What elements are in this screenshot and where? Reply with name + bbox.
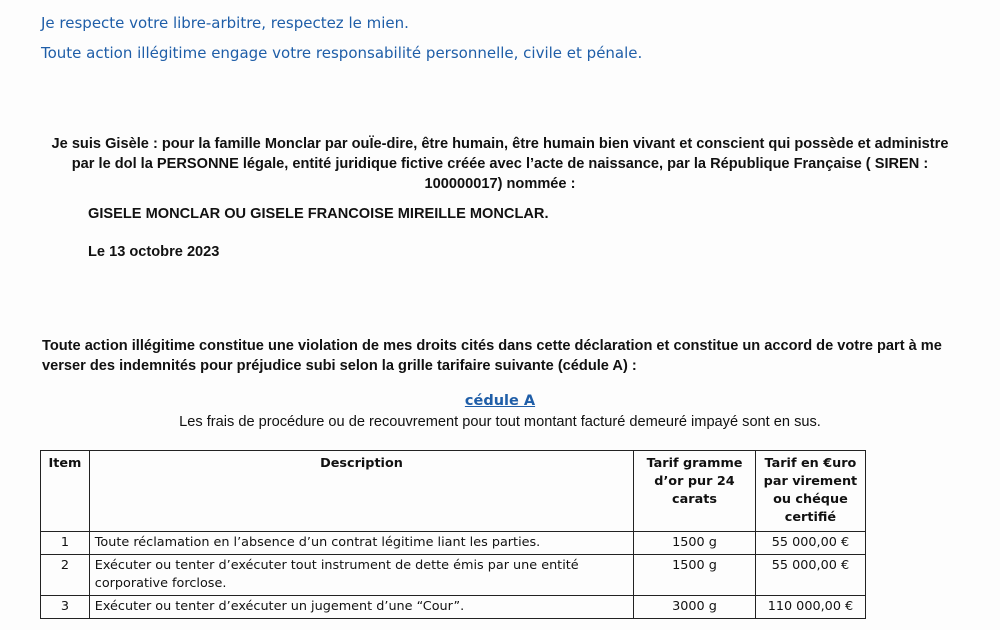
table-header-row: [41, 451, 866, 532]
row-euro-rate: 55 000,00 €: [755, 555, 865, 596]
row-item: 1: [41, 532, 90, 555]
document-date: Le 13 octobre 2023: [88, 244, 220, 260]
column-header-euro-rate: Tarif en €uro par virement ou chéque certifié: [755, 451, 865, 532]
tariff-table: [40, 450, 866, 619]
row-gold-rate: 1500 g: [634, 555, 756, 596]
violation-paragraph: Toute action illégitime constitue une violation de mes droits cités dans cette déclaration et constitue un accord de votre part à me verser des indemnités pour préjudice subi selon la grille tarifaire suivante (cédule A) :: [42, 338, 942, 374]
column-header-item: Item: [41, 451, 90, 532]
row-description: Toute réclamation en l’absence d’un contrat légitime liant les parties.: [89, 532, 633, 555]
row-item: 2: [41, 555, 90, 596]
column-header-gold-rate: Tarif gramme d’or pur 24 carats: [634, 451, 756, 532]
column-header-description: Description: [89, 451, 633, 532]
row-euro-rate: 55 000,00 €: [755, 532, 865, 555]
table-row: [41, 555, 866, 596]
row-item: 3: [41, 596, 90, 619]
header-line-2: Toute action illégitime engage votre responsabilité personnelle, civile et pénale.: [41, 44, 643, 62]
row-euro-rate: 110 000,00 €: [755, 596, 865, 619]
person-name: GISELE MONCLAR OU GISELE FRANCOISE MIREILLE MONCLAR.: [88, 206, 549, 222]
row-gold-rate: 1500 g: [634, 532, 756, 555]
row-gold-rate: 3000 g: [634, 596, 756, 619]
schedule-subtitle: Les frais de procédure ou de recouvrement pour tout montant facturé demeuré impayé sont en sus.: [179, 414, 821, 430]
row-description: Exécuter ou tenter d’exécuter un jugement d’une “Cour”.: [89, 596, 633, 619]
row-description: Exécuter ou tenter d’exécuter tout instrument de dette émis par une entité corporative forclose.: [89, 555, 633, 596]
intro-paragraph: Je suis Gisèle : pour la famille Monclar par ouЇe-dire, être humain, être humain bien vivant et conscient qui possède et administre par le dol la PERSONNE légale, entité juridique fictive créée avec l’acte de naissance, par la République Française ( SIREN : 100000017) nommée :: [51, 136, 949, 192]
schedule-title: cédule A: [464, 393, 536, 409]
header-line-1: Je respecte votre libre-arbitre, respectez le mien.: [41, 14, 409, 32]
table-row: [41, 596, 866, 619]
table-row: [41, 532, 866, 555]
